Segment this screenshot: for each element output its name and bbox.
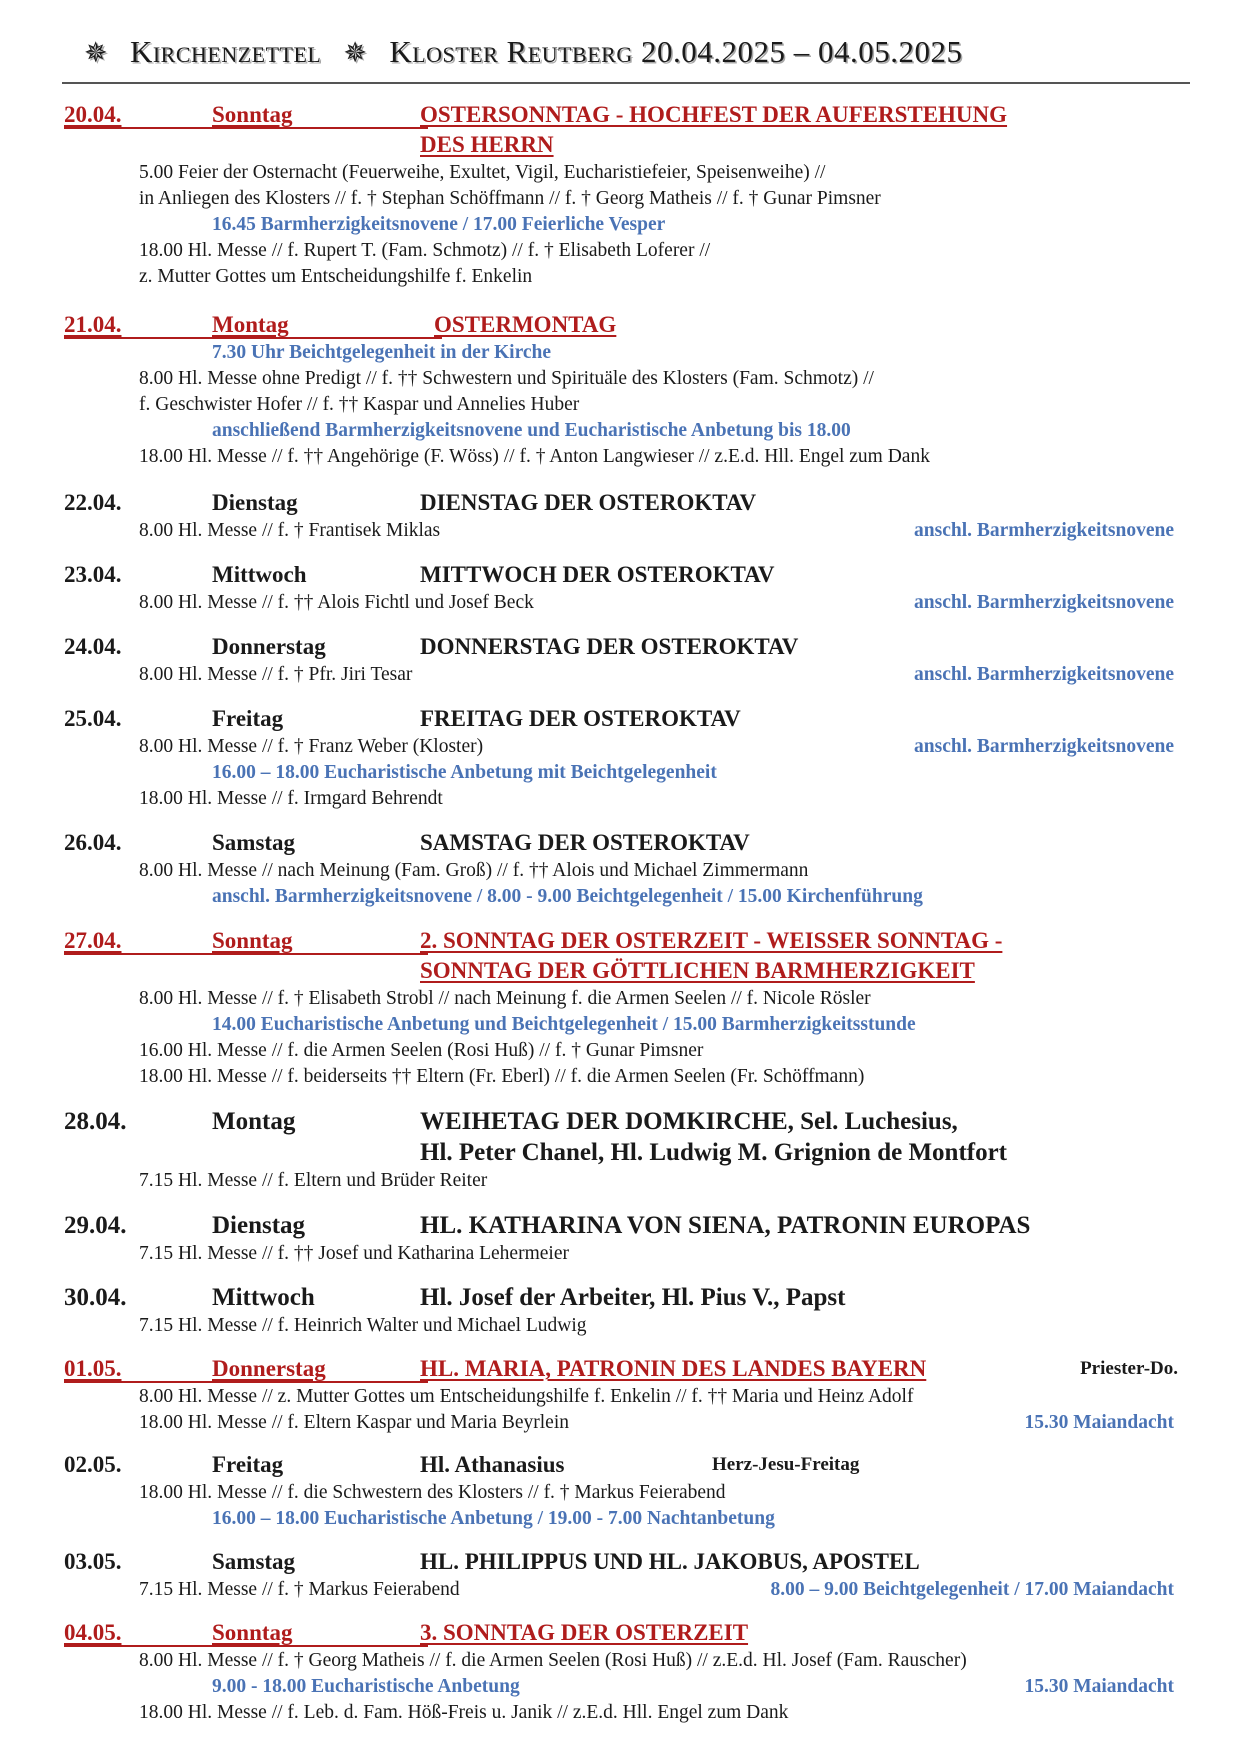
mass-text: z. Mutter Gottes um Entscheidungshilfe f. Enkelin [139,266,533,287]
mass-text: 8.00 Hl. Messe // f. † Frantisek Miklas [139,520,441,541]
day-entry [0,704,1240,812]
event-line [0,1012,1240,1038]
day-feast-cont: DES HERRN [420,132,554,157]
day-entry [0,1210,1240,1267]
mass-text: 7.15 Hl. Messe // f. †† Josef und Katharina Lehermeier [139,1243,569,1264]
day-heading [0,1354,1240,1384]
day-weekday: Sonntag [212,928,293,953]
day-note: Herz-Jesu-Freitag [712,1454,860,1475]
mass-text: 18.00 Hl. Messe // f. †† Angehörige (F. Wöss) // f. † Anton Langwieser // z.E.d. Hll. Engel zum Dank [139,446,930,467]
day-feast: DONNERSTAG DER OSTEROKTAV [420,634,799,659]
mass-text: f. Geschwister Hofer // f. †† Kaspar und Annelies Huber [139,394,580,415]
mass-text: 18.00 Hl. Messe // f. Eltern Kaspar und Maria Beyrlein [139,1412,569,1433]
day-heading-cont [0,956,1240,986]
event-text: anschließend Barmherzigkeitsnovene und Eucharistische Anbetung bis 18.00 [212,420,851,441]
day-weekday: Samstag [212,830,296,855]
mass-text: 8.00 Hl. Messe // f. †† Alois Fichtl und Josef Beck [139,592,534,613]
day-feast-cont: Hl. Peter Chanel, Hl. Ludwig M. Grignion de Montfort [420,1139,1008,1166]
day-weekday: Montag [212,312,289,337]
mass-line [0,1038,1240,1064]
flower-ornament-icon: ✵ [84,36,108,69]
day-weekday: Dienstag [212,1212,306,1239]
day-weekday: Donnerstag [212,634,326,659]
event-line [0,760,1240,786]
day-feast: Hl. Josef der Arbeiter, Hl. Pius V., Papst [420,1284,846,1311]
day-entry [0,1282,1240,1339]
day-date: 28.04. [64,1108,127,1135]
day-feast: 2. SONNTAG DER OSTERZEIT - WEISSER SONNTAG - [420,928,1003,953]
mass-text: 18.00 Hl. Messe // f. beiderseits †† Eltern (Fr. Eberl) // f. die Armen Seelen (Fr. Schöffmann) [139,1066,865,1087]
day-heading [0,704,1240,734]
day-feast: HL. PHILIPPUS UND HL. JAKOBUS, APOSTEL [420,1549,920,1574]
day-feast: FREITAG DER OSTEROKTAV [420,706,741,731]
event-text: anschl. Barmherzigkeitsnovene [914,520,1174,541]
mass-text: 8.00 Hl. Messe // f. † Elisabeth Strobl // nach Meinung f. die Armen Seelen // f. Nicole Rösler [139,988,871,1009]
event-text: anschl. Barmherzigkeitsnovene [914,736,1174,757]
day-heading [0,310,1240,340]
event-text: anschl. Barmherzigkeitsnovene [914,664,1174,685]
event-line [0,884,1240,910]
event-text: 14.00 Eucharistische Anbetung und Beichtgelegenheit / 15.00 Barmherzigkeitsstunde [212,1014,916,1035]
mass-line [0,186,1240,212]
event-text: 15.30 Maiandacht [1024,1412,1174,1433]
day-feast-cont: SONNTAG DER GÖTTLICHEN BARMHERZIGKEIT [420,958,975,983]
flower-ornament-icon: ✵ [343,36,368,69]
day-date: 24.04. [64,634,122,659]
day-heading [0,926,1240,956]
day-date: 23.04. [64,562,122,587]
event-line [0,1506,1240,1532]
day-date: 22.04. [64,490,122,515]
day-date: 03.05. [64,1549,122,1574]
day-feast: Hl. Athanasius [420,1452,565,1477]
mass-line [0,1168,1240,1194]
day-feast: HL. MARIA, PATRONIN DES LANDES BAYERN [420,1356,927,1381]
mass-line [0,392,1240,418]
mass-line [0,662,1240,688]
day-feast: 3. SONNTAG DER OSTERZEIT [420,1620,749,1645]
day-date: 25.04. [64,706,122,731]
day-feast: OSTERMONTAG [434,312,617,337]
day-feast: DIENSTAG DER OSTEROKTAV [420,490,757,515]
mass-text: 8.00 Hl. Messe // f. † Georg Matheis // f. die Armen Seelen (Rosi Huß) // z.E.d. Hl. Josef (Fam. Rauscher) [139,1650,967,1671]
day-date: 26.04. [64,830,122,855]
event-line [0,212,1240,238]
mass-text: 7.15 Hl. Messe // f. Eltern und Brüder Reiter [139,1170,488,1191]
header-title-line [84,34,962,70]
day-entry [0,488,1240,544]
day-heading [0,632,1240,662]
mass-line [0,238,1240,264]
mass-text: 8.00 Hl. Messe ohne Predigt // f. †† Schwestern und Spirituäle des Klosters (Fam. Schmotz) // [139,368,874,389]
day-entry [0,100,1240,290]
event-text: 8.00 – 9.00 Beichtgelegenheit / 17.00 Maiandacht [770,1579,1174,1600]
mass-line [0,264,1240,290]
mass-line [0,1480,1240,1506]
day-weekday: Montag [212,1108,296,1135]
mass-text: 5.00 Feier der Osternacht (Feuerweihe, Exultet, Vigil, Eucharistiefeier, Speisenweihe) // [139,162,826,183]
day-weekday: Freitag [212,706,284,731]
day-weekday: Freitag [212,1452,284,1477]
mass-line [0,786,1240,812]
day-feast: SAMSTAG DER OSTEROKTAV [420,830,750,855]
mass-line [0,160,1240,186]
day-entry [0,1450,1240,1532]
mass-line [0,366,1240,392]
day-weekday: Samstag [212,1549,296,1574]
mass-line [0,1410,1240,1436]
page-title: Kirchenzettel [129,34,322,69]
day-heading [0,1618,1240,1648]
event-text: 16.00 – 18.00 Eucharistische Anbetung / 19.00 - 7.00 Nachtanbetung [212,1508,775,1529]
mass-text: 18.00 Hl. Messe // f. die Schwestern des Klosters // f. † Markus Feierabend [139,1482,726,1503]
mass-line [0,1700,1240,1726]
day-heading [0,1547,1240,1577]
day-weekday: Dienstag [212,490,298,515]
event-text: 16.00 – 18.00 Eucharistische Anbetung mit Beichtgelegenheit [212,762,717,783]
mass-line [0,1577,1240,1603]
event-line [0,418,1240,444]
mass-line [0,1064,1240,1090]
day-heading [0,828,1240,858]
day-feast: HL. KATHARINA VON SIENA, PATRONIN EUROPAS [420,1212,1031,1239]
mass-text: 18.00 Hl. Messe // f. Leb. d. Fam. Höß-Freis u. Janik // z.E.d. Hll. Engel zum Dank [139,1702,789,1723]
day-heading [0,1106,1240,1137]
day-heading [0,1282,1240,1313]
day-entry [0,1547,1240,1603]
mass-text: 8.00 Hl. Messe // z. Mutter Gottes um Entscheidungshilfe f. Enkelin // f. †† Maria und Heinz Adolf [139,1386,914,1407]
mass-text: 7.15 Hl. Messe // f. Heinrich Walter und Michael Ludwig [139,1315,587,1336]
day-heading [0,488,1240,518]
event-line [0,1674,1240,1700]
day-weekday: Donnerstag [212,1356,326,1381]
day-date: 29.04. [64,1212,127,1239]
mass-text: 18.00 Hl. Messe // f. Rupert T. (Fam. Schmotz) // f. † Elisabeth Loferer // [139,240,711,261]
day-entry [0,632,1240,688]
day-weekday: Mittwoch [212,562,307,587]
day-date: 02.05. [64,1452,122,1477]
day-date: 20.04. [64,102,122,127]
mass-line [0,1241,1240,1267]
mass-line [0,518,1240,544]
event-text: 16.45 Barmherzigkeitsnovene / 17.00 Feierliche Vesper [212,214,666,235]
day-weekday: Sonntag [212,102,293,127]
mass-line [0,858,1240,884]
mass-text: 8.00 Hl. Messe // nach Meinung (Fam. Groß) // f. †† Alois und Michael Zimmermann [139,860,809,881]
place-and-date-range: Kloster Reutberg 20.04.2025 – 04.05.2025 [389,34,963,69]
day-heading [0,1210,1240,1241]
mass-text: 16.00 Hl. Messe // f. die Armen Seelen (Rosi Huß) // f. † Gunar Pimsner [139,1040,704,1061]
mass-line [0,986,1240,1012]
day-entry [0,560,1240,616]
mass-line [0,1648,1240,1674]
mass-text: 7.15 Hl. Messe // f. † Markus Feierabend [139,1579,460,1600]
day-date: 01.05. [64,1356,122,1381]
mass-line [0,1384,1240,1410]
day-entry [0,926,1240,1090]
day-feast: WEIHETAG DER DOMKIRCHE, Sel. Luchesius, [420,1108,958,1135]
mass-text: 18.00 Hl. Messe // f. Irmgard Behrendt [139,788,443,809]
event-line [0,340,1240,366]
mass-text: 8.00 Hl. Messe // f. † Pfr. Jiri Tesar [139,664,413,685]
event-text: anschl. Barmherzigkeitsnovene / 8.00 - 9.00 Beichtgelegenheit / 15.00 Kirchenführung [212,886,923,907]
mass-line [0,1313,1240,1339]
day-heading-cont [0,130,1240,160]
day-entry [0,310,1240,470]
day-date: 30.04. [64,1284,127,1311]
day-heading [0,560,1240,590]
day-entry [0,1618,1240,1726]
day-heading [0,100,1240,130]
day-entry [0,1354,1240,1436]
event-text: anschl. Barmherzigkeitsnovene [914,592,1174,613]
day-date: 04.05. [64,1620,122,1645]
day-date: 27.04. [64,928,122,953]
mass-line [0,734,1240,760]
day-feast: MITTWOCH DER OSTEROKTAV [420,562,775,587]
mass-text: in Anliegen des Klosters // f. † Stephan Schöffmann // f. † Georg Matheis // f. † Gunar Pimsner [139,188,881,209]
day-weekday: Sonntag [212,1620,293,1645]
day-date: 21.04. [64,312,122,337]
day-note: Priester-Do. [1080,1358,1178,1379]
event-text: 9.00 - 18.00 Eucharistische Anbetung [212,1676,520,1697]
day-entry [0,828,1240,910]
event-text: 15.30 Maiandacht [1024,1676,1174,1697]
day-heading [0,1450,1240,1480]
day-entry [0,1106,1240,1194]
mass-line [0,590,1240,616]
event-text: 7.30 Uhr Beichtgelegenheit in der Kirche [212,342,552,363]
mass-line [0,444,1240,470]
page-header [62,30,1190,84]
day-feast: OSTERSONNTAG - HOCHFEST DER AUFERSTEHUNG [420,102,1008,127]
day-heading-cont [0,1137,1240,1168]
day-weekday: Mittwoch [212,1284,315,1311]
mass-text: 8.00 Hl. Messe // f. † Franz Weber (Kloster) [139,736,484,757]
